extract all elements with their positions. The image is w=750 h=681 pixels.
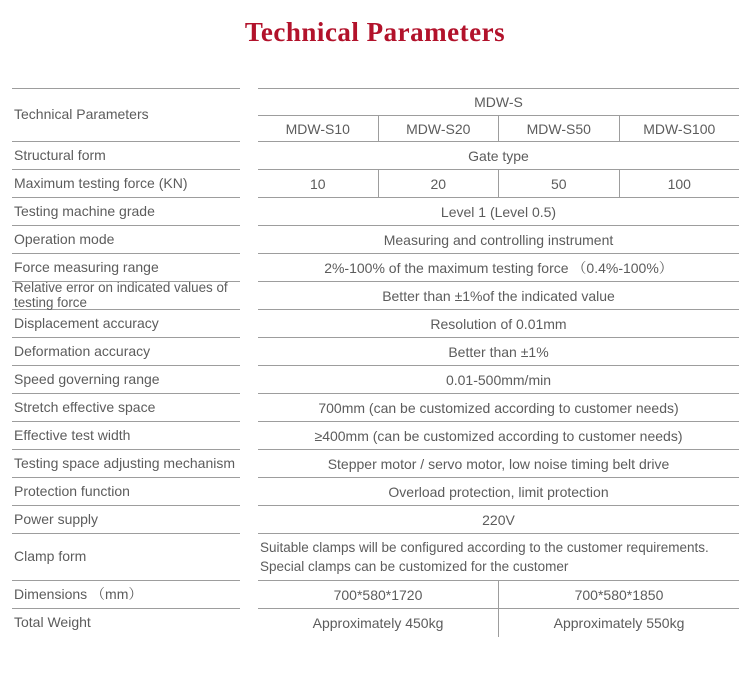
param-value: 220V [258,506,739,534]
param-label: Displacement accuracy [12,310,240,338]
table-row [12,422,739,450]
column-gap [240,422,258,450]
param-value: 50 [498,170,619,197]
column-gap [240,254,258,282]
column-gap [240,394,258,422]
column-gap [240,88,258,142]
column-gap [240,534,258,581]
model-name: MDW-S100 [619,116,740,141]
param-label: Effective test width [12,422,240,450]
table-row [12,198,739,226]
column-gap [240,506,258,534]
table-row [12,534,739,581]
param-value: Approximately 450kg [312,615,444,631]
param-value: 700*580*1850 [498,581,739,608]
param-value: Measuring and controlling instrument [258,226,739,254]
param-label: Structural form [12,142,240,170]
table-row [12,394,739,422]
page-title: Technical Parameters [244,17,506,47]
param-label: Maximum testing force (KN) [12,170,240,198]
table-row [12,170,739,198]
param-value: 20 [378,170,499,197]
param-values [258,581,739,609]
column-gap [240,226,258,254]
header-label: Technical Parameters [12,88,240,142]
param-label: Testing space adjusting mechanism [12,450,240,478]
param-value: ≥400mm (can be customized according to customer needs) [258,422,739,450]
table-row [12,226,739,254]
param-value: Approximately 550kg [498,609,739,637]
model-columns [258,116,739,142]
table-row [12,609,739,637]
param-value: 0.01-500mm/min [258,366,739,394]
table-row [12,581,739,609]
table-row [12,142,739,170]
column-gap [240,282,258,310]
param-label: Clamp form [12,534,240,581]
column-gap [240,366,258,394]
param-label: Power supply [12,506,240,534]
param-label: Dimensions （mm） [12,581,240,609]
header-values [258,88,739,142]
column-gap [240,581,258,609]
table-row [12,506,739,534]
param-label: Speed governing range [12,366,240,394]
column-gap [240,338,258,366]
model-name: MDW-S20 [378,116,499,141]
column-gap [240,609,258,637]
param-label: Deformation accuracy [12,338,240,366]
table-row [12,366,739,394]
param-label: Total Weight [14,614,91,631]
param-value: Resolution of 0.01mm [258,310,739,338]
param-label: Stretch effective space [12,394,240,422]
param-value: 700mm (can be customized according to customer needs) [258,394,739,422]
table-row [12,254,739,282]
table-row [12,338,739,366]
param-value: 100 [619,170,740,197]
table-row [12,282,739,310]
model-name: MDW-S50 [498,116,619,141]
param-values [258,170,739,198]
param-value: Stepper motor / servo motor, low noise timing belt drive [258,450,739,478]
param-value: Gate type [258,142,739,170]
table-row [12,310,739,338]
parameters-table [12,88,739,637]
param-value: Suitable clamps will be configured according to the customer requirements. Special clamps can be customized for the customer [258,534,739,581]
param-value: 10 [309,175,326,192]
table-row [12,450,739,478]
table-row [12,478,739,506]
param-label: Testing machine grade [12,198,240,226]
column-gap [240,142,258,170]
column-gap [240,310,258,338]
param-value: Better than ±1% [258,338,739,366]
table-header-row [12,88,739,142]
column-gap [240,170,258,198]
param-label: Relative error on indicated values of testing force [12,282,240,310]
column-gap [240,478,258,506]
param-values [258,609,739,637]
param-value: 2%-100% of the maximum testing force （0.4%-100%） [258,254,739,282]
series-name: MDW-S [258,88,739,116]
param-value: 700*580*1720 [333,586,423,603]
model-name: MDW-S10 [285,120,350,137]
param-value: Level 1 (Level 0.5) [258,198,739,226]
param-label: Protection function [12,478,240,506]
column-gap [240,198,258,226]
param-label: Operation mode [12,226,240,254]
param-value: Better than ±1%of the indicated value [258,282,739,310]
param-label: Force measuring range [12,254,240,282]
column-gap [240,450,258,478]
param-value: Overload protection, limit protection [258,478,739,506]
